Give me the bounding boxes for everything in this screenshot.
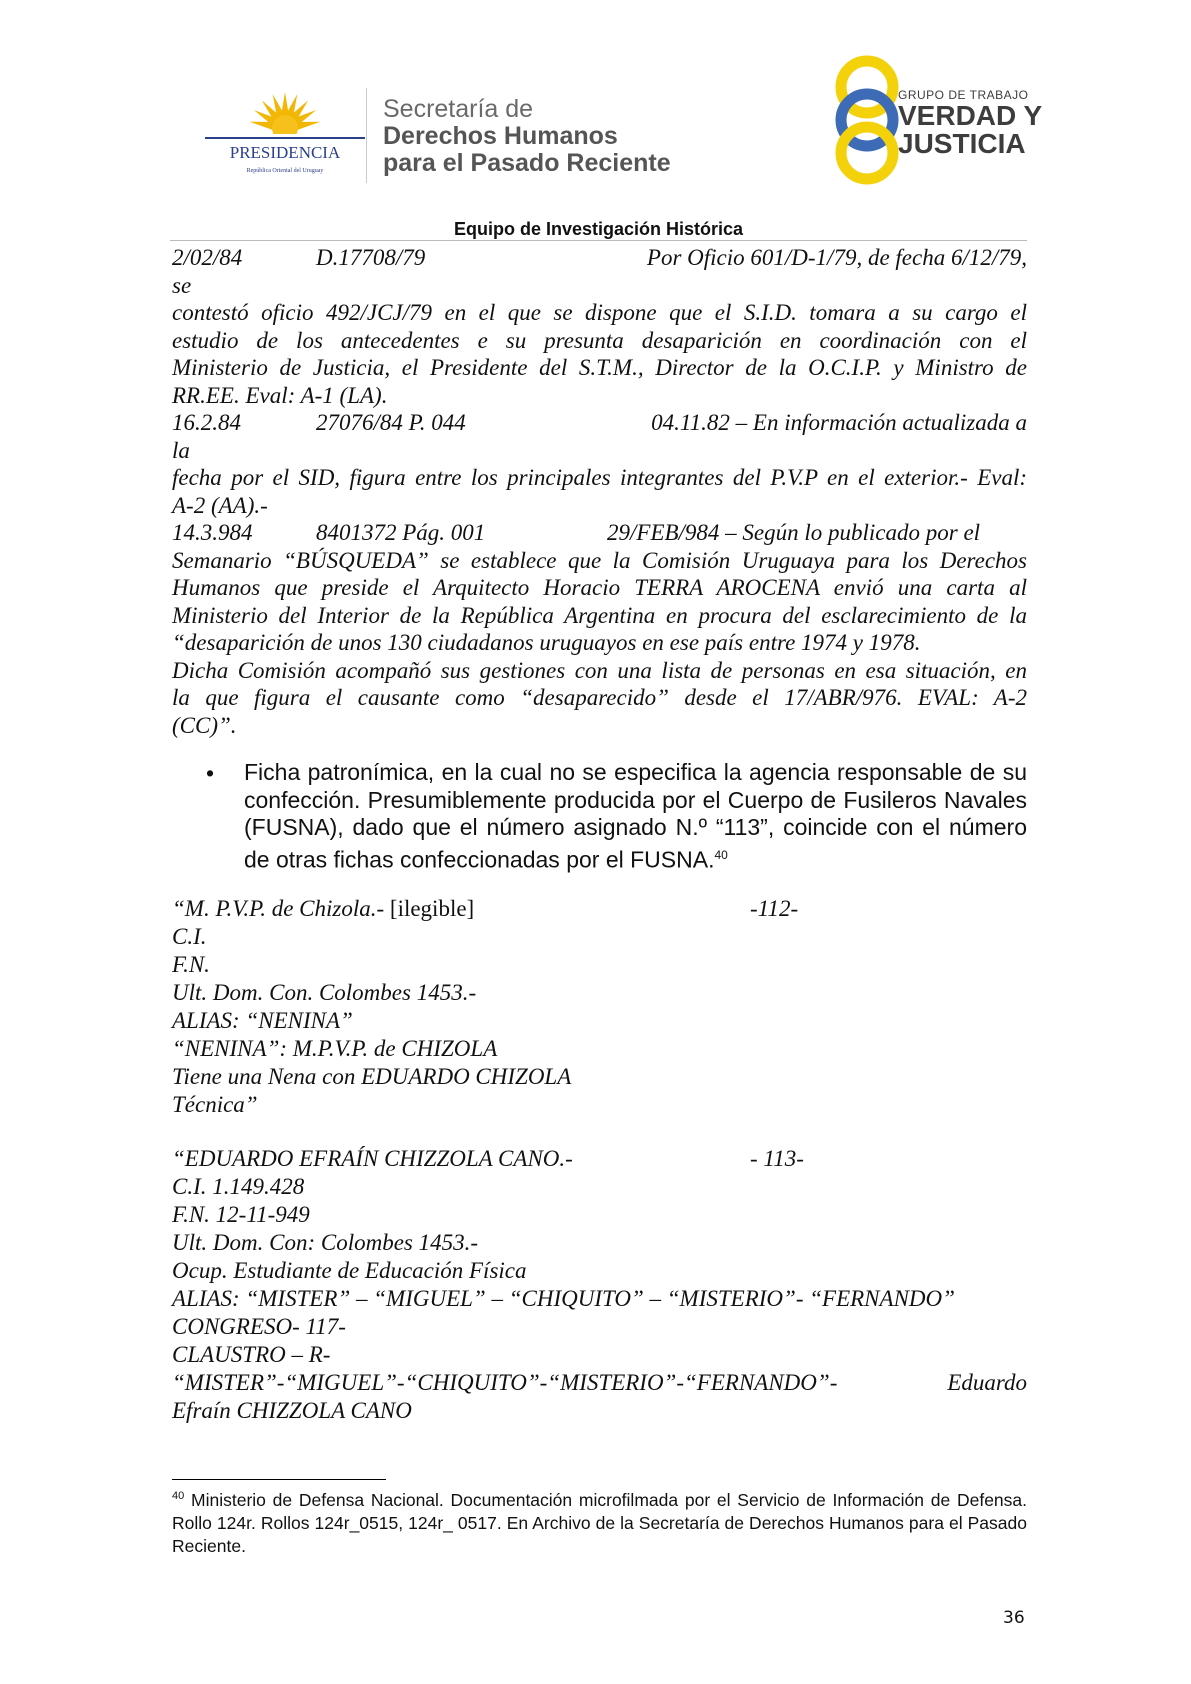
entries-block (172, 244, 1027, 739)
ficha-112 (172, 895, 1027, 1119)
grupo-line-2: VERDAD Y (898, 100, 1043, 131)
bullet-text: Ficha patronímica, en la cual no se especifica la agencia responsable de su confección. Presumiblemente producida por el Cuerpo de Fusileros Navales (FUSNA), dado que el número asignado N.º “113”, coincide con el número de otras fichas confeccionadas por el FUSNA. (244, 759, 1027, 873)
ficha-line (172, 895, 1027, 923)
grupo-line-1: GRUPO DE TRABAJO (898, 88, 1029, 102)
ficha-text: “EDUARDO EFRAÍN CHIZZOLA CANO.- (172, 1146, 573, 1171)
entry-3-line: Dicha Comisión acompañó sus gestiones con una lista de personas en esa situación, en (172, 657, 1027, 683)
entry-2-ref: 27076/84 P. 044 (316, 410, 466, 435)
ficha-line: F.N. 12-11-949 (172, 1202, 310, 1227)
ficha-line: C.I. (172, 924, 207, 949)
ficha-line: F.N. (172, 952, 210, 977)
header-rule (170, 240, 1027, 241)
footnote-ref[interactable]: 40 (714, 847, 728, 862)
ficha-line: Ult. Dom. Con: Colombes 1453.- (172, 1230, 479, 1255)
entry-1-date: 2/02/84 (172, 245, 243, 270)
entry-3-line: (CC)”. (172, 712, 237, 738)
secretaria-line-3: para el Pasado Reciente (383, 149, 671, 177)
ficha-line: CLAUSTRO – R- (172, 1342, 331, 1367)
ficha-line: ALIAS: “NENINA” (172, 1008, 353, 1033)
entry-3-line: la que figura el causante como “desaparecido” desde el 17/ABR/976. EVAL: A-2 (172, 685, 1027, 710)
secretaria-logo-text (383, 96, 671, 177)
bullet-paragraph (244, 759, 1027, 874)
page-number: 36 (1003, 1608, 1025, 1628)
secretaria-line-2: Derechos Humanos (383, 122, 618, 150)
secretaria-line-1: Secretaría de (383, 95, 534, 123)
ficha-line: Ult. Dom. Con. Colombes 1453.- (172, 980, 477, 1005)
entry-1-line: Ministerio de Justicia, el Presidente del S.T.M., Director de la O.C.I.P. y Ministro de (172, 355, 1027, 380)
sun-icon (205, 92, 365, 148)
ficha-number: - 113- (750, 1146, 804, 1171)
entry-1-header (172, 244, 1027, 272)
entry-1-line: estudio de los antecedentes e su presunta desaparición en coordinación con el (172, 327, 1027, 353)
ficha-113 (172, 1145, 1027, 1425)
presidencia-subtext: República Oriental del Uruguay (246, 168, 324, 174)
ficha-line: CONGRESO- 117- (172, 1314, 346, 1339)
ficha-line: “NENINA”: M.P.V.P. de CHIZOLA (172, 1036, 498, 1061)
entry-2-head: 04.11.82 – En información actualizada a (651, 410, 1027, 435)
entry-3-line: Ministerio del Interior de la República Argentina en procura del esclarecimiento de la (172, 602, 1027, 628)
entry-1-se: se (172, 272, 192, 298)
ficha-number: -112- (750, 896, 799, 921)
footnote-number: 40 (172, 1490, 185, 1502)
ficha-line: ALIAS: “MISTER” – “MIGUEL” – “CHIQUITO” – “MISTERIO”- “FERNANDO” (172, 1286, 955, 1311)
ficha-line: C.I. 1.149.428 (172, 1174, 305, 1199)
entry-1-line: RR.EE. Eval: A-1 (LA). (172, 382, 388, 408)
ficha-line: Ocup. Estudiante de Educación Física (172, 1258, 527, 1283)
entry-1-ref: D.17708/79 (316, 245, 426, 270)
entry-3-ref: 8401372 Pág. 001 (316, 520, 486, 545)
entry-3-date: 14.3.984 (172, 520, 253, 545)
ficha-illegible: [ilegible] (389, 896, 475, 921)
team-title: Equipo de Investigación Histórica (453, 219, 744, 239)
entry-2-la: la (172, 437, 190, 463)
entry-2-header (172, 409, 1027, 437)
ficha-line: Efraín CHIZZOLA CANO (172, 1398, 412, 1423)
header-divider (366, 88, 367, 183)
bullet-icon: • (206, 760, 215, 786)
entry-3-head: 29/FEB/984 – Según lo publicado por el (607, 520, 981, 545)
ficha-line: Tiene una Nena con EDUARDO CHIZOLA (172, 1064, 572, 1089)
entry-2-line: fecha por el SID, figura entre los principales integrantes del P.V.P en el exterior.- Eval: (172, 465, 1027, 490)
entry-1-line: contestó oficio 492/JCJ/79 en el que se dispone que el S.I.D. tomara a su cargo el (172, 300, 1027, 325)
ficha-text: Eduardo (947, 1370, 1027, 1395)
ficha-text: “MISTER”-“MIGUEL”-“CHIQUITO”-“MISTERIO”-“FERNANDO”- (172, 1370, 838, 1395)
entry-3-line: Semanario “BÚSQUEDA” se establece que la Comisión Uruguaya para los Derechos (172, 547, 1027, 573)
entry-3-line: “desaparición de unos 130 ciudadanos uruguayos en ese país entre 1974 y 1978. (172, 630, 921, 655)
entry-2-line: A-2 (AA).- (172, 492, 268, 518)
entry-3-line: Humanos que preside el Arquitecto Horacio TERRA AROCENA envió una carta al (172, 575, 1027, 600)
ficha-line (172, 1145, 1027, 1173)
ficha-line: Técnica” (172, 1092, 258, 1117)
ficha-text: “M. P.V.P. de Chizola.- (172, 896, 390, 921)
grupo-trabajo-text (898, 88, 1042, 158)
entry-3-header (172, 519, 1027, 547)
entry-1-head: Por Oficio 601/D-1/79, de fecha 6/12/79, (646, 245, 1027, 270)
grupo-line-3: JUSTICIA (898, 128, 1026, 159)
presidencia-text: PRESIDENCIA (229, 143, 341, 162)
presidencia-logo (205, 88, 365, 183)
footnote-text: Ministerio de Defensa Nacional. Documentación microfilmada por el Servicio de Información de Defensa. Rollo 124r. Rollos 124r_0515, 124r_ 0517. En Archivo de la Secretaría de Derechos Humanos para el Pasado Reciente. (172, 1489, 1027, 1556)
footnote-rule (172, 1479, 386, 1480)
footnote (172, 1485, 1027, 1558)
ficha-line (172, 1369, 1027, 1397)
entry-2-date: 16.2.84 (172, 410, 241, 435)
